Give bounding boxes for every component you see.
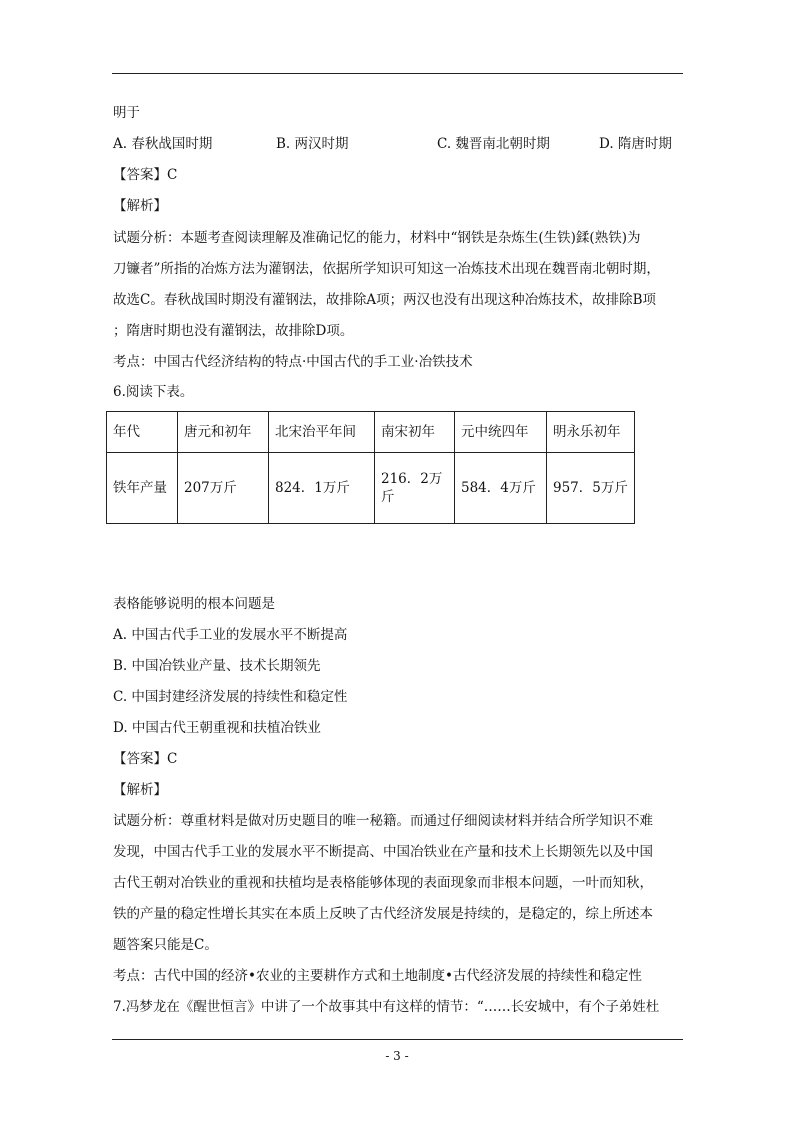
table-header-cell: 南宋初年 (375, 412, 455, 453)
q6-option-d: D. 中国古代王朝重视和扶植冶铁业 (113, 720, 321, 736)
q6-analysis-line-2: 发现，中国古代手工业的发展水平不断提高、中国冶铁业在产量和技术上长期领先以及中国 (113, 844, 653, 860)
iron-output-table (106, 411, 635, 524)
q5-answer: 【答案】C (113, 167, 178, 183)
q5-analysis-line-4: ；隋唐时期也没有灌钢法，故排除D项。 (113, 323, 354, 339)
q6-option-b: B. 中国冶铁业产量、技术长期领先 (113, 658, 321, 674)
q5-analysis-heading: 【解析】 (113, 198, 167, 214)
q5-option-d: D. 隋唐时期 (599, 136, 672, 152)
table-header-cell: 元中统四年 (455, 412, 547, 453)
table-cell: 铁年产量 (107, 453, 178, 524)
table-cell: 957．5万斤 (547, 453, 635, 524)
q6-analysis-line-5: 题答案只能是C。 (113, 937, 218, 953)
table-header-cell: 明永乐初年 (547, 412, 635, 453)
q7-stem: 7.冯梦龙在《醒世恒言》中讲了一个故事其中有这样的情节：“……长安城中，有个子弟姓杜 (113, 999, 660, 1015)
page-number: - 3 - (385, 1049, 409, 1063)
q6-option-c: C. 中国封建经济发展的持续性和稳定性 (113, 689, 348, 705)
table-cell: 584．4万斤 (455, 453, 547, 524)
q5-analysis-line-2: 刀镰者”所指的冶炼方法为灌钢法，依据所学知识可知这一冶炼技术出现在魏晋南北朝时期， (113, 261, 660, 277)
q5-option-a: A. 春秋战国时期 (113, 136, 213, 152)
header-rule (112, 73, 683, 74)
table-cell: 824．1万斤 (269, 453, 375, 524)
q6-stem: 6.阅读下表。 (113, 384, 194, 400)
q6-analysis-line-1: 试题分析：尊重材料是做对历史题目的唯一秘籍。而通过仔细阅读材料并结合所学知识不难 (113, 813, 653, 829)
q5-analysis-line-1: 试题分析：本题考查阅读理解及准确记忆的能力，材料中“钢铁是杂炼生(生铁)鍒(熟铁)为 (113, 230, 641, 246)
q6-analysis-line-3: 古代王朝对冶铁业的重视和扶植均是表格能够体现的表面现象而非根本问题，一叶而知秋， (113, 875, 653, 891)
q5-stem-end: 明于 (113, 105, 140, 121)
q6-analysis-heading: 【解析】 (113, 782, 167, 798)
q6-analysis-line-4: 铁的产量的稳定性增长其实在本质上反映了古代经济发展是持续的，是稳定的，综上所述本 (113, 906, 653, 922)
table-cell: 216．2万斤 (375, 453, 455, 524)
q5-kaodian: 考点：中国古代经济结构的特点·中国古代的手工业·冶铁技术 (113, 354, 473, 370)
table-header-row (107, 412, 635, 453)
q5-analysis-line-3: 故选C。春秋战国时期没有灌钢法，故排除A项；两汉也没有出现这种冶炼技术，故排除B项 (113, 292, 656, 308)
table-header-cell: 唐元和初年 (178, 412, 269, 453)
q6-answer: 【答案】C (113, 751, 178, 767)
table-header-cell: 北宋治平年间 (269, 412, 375, 453)
q5-option-c: C. 魏晋南北朝时期 (437, 136, 550, 152)
q6-option-a: A. 中国古代手工业的发展水平不断提高 (113, 627, 348, 643)
q5-option-b: B. 两汉时期 (276, 136, 349, 152)
q6-question: 表格能够说明的根本问题是 (113, 596, 275, 612)
q6-kaodian: 考点：古代中国的经济•农业的主要耕作方式和土地制度•古代经济发展的持续性和稳定性 (113, 968, 642, 984)
table-cell: 207万斤 (178, 453, 269, 524)
table-row (107, 453, 635, 524)
table-header-cell: 年代 (107, 412, 178, 453)
footer-rule (112, 1039, 683, 1040)
